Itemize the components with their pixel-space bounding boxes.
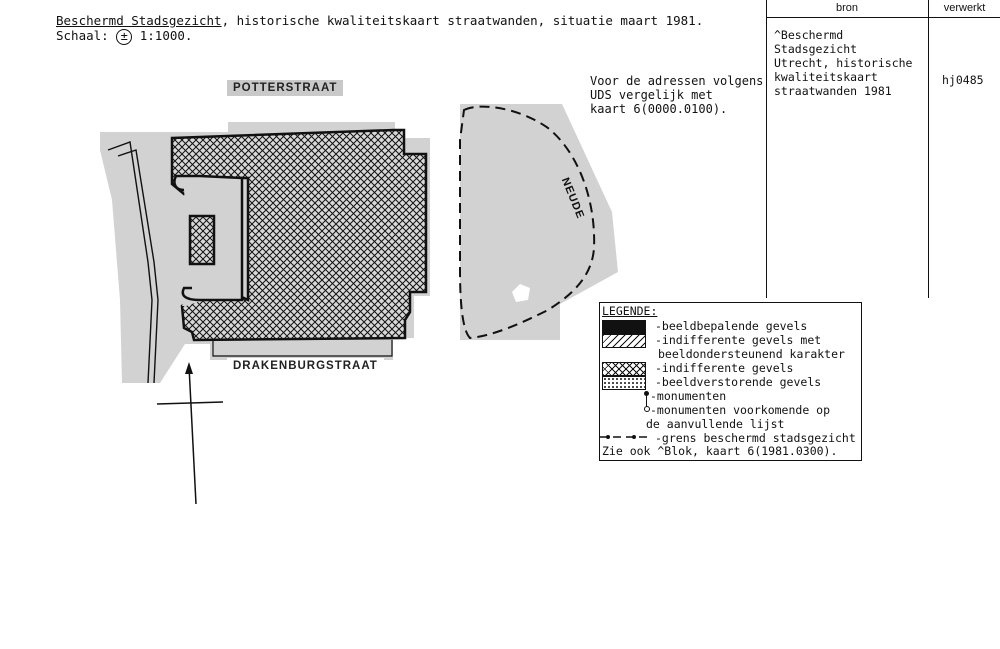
legend-item: -indifferente gevels <box>655 361 794 375</box>
scale-symbol: ± <box>116 29 132 45</box>
source-entry-line: straatwanden 1981 <box>774 84 892 98</box>
legend-item: -beeldbepalende gevels <box>655 319 808 333</box>
legend <box>599 302 862 461</box>
legend-footer: Zie ook ^Blok, kaart 6(1981.0300). <box>602 444 838 458</box>
scale-label: Schaal: <box>56 28 109 43</box>
street-label-drakenburgstraat: DRAKENBURGSTRAAT <box>227 358 384 374</box>
scale-value: 1:1000. <box>139 28 193 43</box>
legend-item: -grens beschermd stadsgezicht <box>655 431 856 445</box>
title-rest: , historische kwaliteitskaart straatwanden, situatie maart 1981. <box>221 13 704 28</box>
street-label-neude: NEUDE <box>558 176 587 221</box>
legend-swatch-indifferent <box>602 362 646 376</box>
legend-item: de aanvullende lijst <box>646 417 785 431</box>
legend-swatch-characteristic <box>602 320 646 334</box>
source-entry-line: ^Beschermd Stadsgezicht <box>774 28 858 56</box>
header-bron: bron <box>766 0 928 18</box>
indifferent-facades-building <box>172 130 426 340</box>
location-arrow <box>157 362 223 504</box>
legend-title: LEGENDE: <box>602 304 658 318</box>
source-entry-line: Utrecht, historische <box>774 56 913 70</box>
note-line: UDS vergelijk met <box>590 88 713 102</box>
street-label-potterstraat: POTTERSTRAAT <box>227 80 343 96</box>
legend-swatch-supporting <box>602 334 646 348</box>
header-verwerkt: verwerkt <box>929 0 1000 18</box>
legend-item: -beeldverstorende gevels <box>655 375 822 389</box>
note-line: Voor de adressen volgens <box>590 74 764 88</box>
processing-code: hj0485 <box>942 73 984 87</box>
source-entry-line: kwaliteitskaart <box>774 70 878 84</box>
legend-boundary-icon <box>600 433 652 441</box>
legend-item: -indifferente gevels met <box>655 333 822 347</box>
title-underlined: Beschermd Stadsgezicht <box>56 13 222 28</box>
legend-item: -monumenten voorkomende op <box>650 403 831 417</box>
legend-item: -monumenten <box>650 389 727 403</box>
legend-swatch-disturbing <box>602 376 646 390</box>
neude-square <box>460 104 618 340</box>
legend-item: beeldondersteunend karakter <box>658 347 845 361</box>
note-line: kaart 6(0000.0100). <box>590 102 728 116</box>
